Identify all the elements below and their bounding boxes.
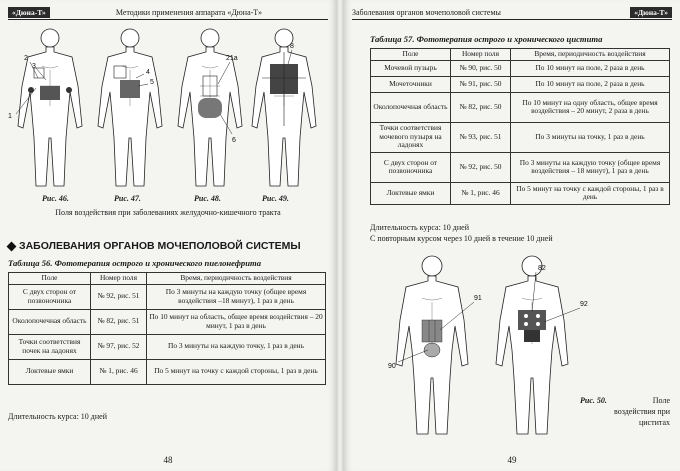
callout-2: 2 [24, 55, 28, 62]
table-cell: С двух сторон от позвоночника [371, 152, 451, 182]
table-56-title: Таблица 56. Фототерапия острого и хронического пиелонефрита [8, 258, 261, 268]
table-cell: По 3 минуты на каждую точку (общее время воздействия –18 минут), 1 раз в день [147, 284, 326, 309]
table-row [371, 152, 670, 182]
table-cell: По 10 минут на одну область, общее время воздействия – 20 минут, 2 раза в день [511, 92, 670, 122]
callout-1: 1 [8, 113, 12, 120]
callout-4: 4 [146, 69, 150, 76]
left-running-header [8, 6, 328, 20]
fig-48-label: Рис. 48. [194, 194, 221, 203]
table-cell: Мочевой пузырь [371, 60, 451, 76]
callout-5: 5 [150, 79, 154, 86]
callout-21a: 21а [226, 55, 238, 62]
table-cell: № 91, рис. 50 [451, 76, 511, 92]
table-cell: № 97, рис. 52 [91, 334, 147, 359]
section-title: ЗАБОЛЕВАНИЯ ОРГАНОВ МОЧЕПОЛОВОЙ СИСТЕМЫ [19, 240, 301, 252]
table-57-title: Таблица 57. Фототерапия острого и хронического цистита [370, 34, 603, 44]
table-cell: По 10 минут на область, общее время воздействия – 20 минут, 1 раз в день [147, 309, 326, 334]
table-57 [370, 48, 670, 205]
left-header-badge: «Дюна-Т» [8, 7, 50, 18]
table-cell: Локтевые ямки [371, 182, 451, 204]
table-cell: По 10 минут на поле, 2 раза в день [511, 76, 670, 92]
fig-50-caption [584, 396, 670, 428]
fig-50-label: Рис. 50. [580, 396, 607, 405]
table-cell: С двух сторон от позвоночника [9, 284, 91, 309]
table-cell: По 3 минуты на точку, 1 раз в день [511, 122, 670, 152]
col-header: Время, периодичность воздействия [511, 49, 670, 61]
fig-46-label: Рис. 46. [42, 194, 69, 203]
table-cell: Мочеточники [371, 76, 451, 92]
table-cell: По 5 минут на точку с каждой стороны, 1 раз в день [511, 182, 670, 204]
table-cell: № 1, рис. 46 [91, 359, 147, 384]
table-cell: № 1, рис. 46 [451, 182, 511, 204]
table-cell: Точки соответствия почек на ладонях [9, 334, 91, 359]
table-cell: № 90, рис. 50 [451, 60, 511, 76]
col-header: Поле [371, 49, 451, 61]
table-cell: Околопочечная область [371, 92, 451, 122]
callout-90: 90 [388, 363, 396, 370]
col-header: Поле [9, 273, 91, 285]
col-header: Время, периодичность воздействия [147, 273, 326, 285]
body-figures-46-49 [6, 22, 330, 202]
table-row [371, 60, 670, 76]
left-page [0, 0, 336, 471]
table-cell: Околопочечная область [9, 309, 91, 334]
table-header-row [371, 49, 670, 61]
table-cell: № 92, рис. 51 [91, 284, 147, 309]
col-header: Номер поля [451, 49, 511, 61]
fig-50-caption-text: Поле воздействия при циститах [614, 396, 670, 427]
table-row [371, 122, 670, 152]
diamond-bullet-icon [7, 241, 17, 251]
table-cell: По 10 минут на поле, 2 раза в день [511, 60, 670, 76]
table-row [371, 182, 670, 204]
table-cell: № 82, рис. 51 [91, 309, 147, 334]
callout-91: 91 [474, 295, 482, 302]
table-cell: Локтевые ямки [9, 359, 91, 384]
left-header-title: Методики применения аппарата «Дюна-Т» [115, 8, 262, 17]
course-duration: Длительность курса: 10 дней [370, 223, 469, 232]
callout-82: 82 [538, 265, 546, 272]
right-header-title: Заболевания органов мочеполовой системы [352, 8, 501, 17]
table-row [9, 334, 326, 359]
col-header: Номер поля [91, 273, 147, 285]
table-row [9, 359, 326, 384]
table-cell: По 3 минуты на каждую точку, 1 раз в день [147, 334, 326, 359]
table-row [371, 92, 670, 122]
callout-92: 92 [580, 301, 588, 308]
body-figure-50 [384, 250, 604, 450]
table-cell: № 82, рис. 50 [451, 92, 511, 122]
fig-49-label: Рис. 49. [262, 194, 289, 203]
callout-3: 3 [32, 63, 36, 70]
table-row [9, 309, 326, 334]
page-number-right: 49 [507, 455, 517, 465]
table-cell: Точки соответствия мочевого пузыря на ладонях [371, 122, 451, 152]
table-row [9, 284, 326, 309]
fig-47-label: Рис. 47. [114, 194, 141, 203]
table-cell: По 3 минуты на каждую точку (общее время воздействия – 18 минут), 1 раз в день [511, 152, 670, 182]
callout-8: 8 [290, 43, 294, 50]
page-number-left: 48 [163, 455, 173, 465]
repeat-course-note: С повторным курсом через 10 дней в течение 10 дней [370, 234, 553, 243]
table-header-row [9, 273, 326, 285]
table-cell: По 5 минут на точку с каждой стороны, 1 раз в день [147, 359, 326, 384]
right-page [344, 0, 680, 471]
section-heading [8, 240, 301, 252]
table-row [371, 76, 670, 92]
book-gutter [336, 0, 344, 471]
figures-caption: Поля воздействия при заболеваниях желудочно-кишечного тракта [55, 208, 281, 217]
callout-6: 6 [232, 137, 236, 144]
table-cell: № 92, рис. 50 [451, 152, 511, 182]
table-56 [8, 272, 326, 385]
right-header-badge: «Дюна-Т» [630, 7, 672, 18]
table-cell: № 93, рис. 51 [451, 122, 511, 152]
right-running-header [352, 6, 672, 20]
course-duration: Длительность курса: 10 дней [8, 412, 107, 421]
